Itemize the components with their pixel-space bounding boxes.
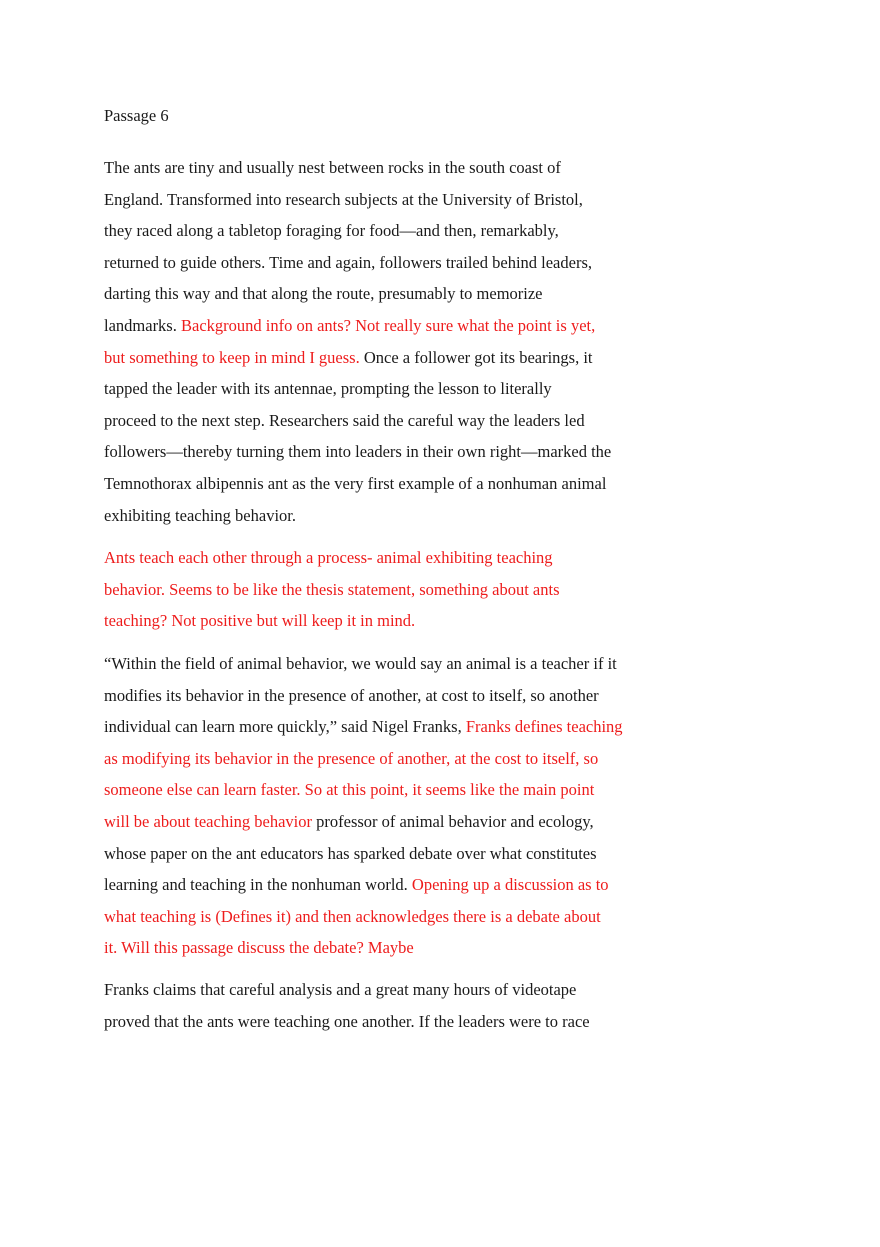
text-line (104, 743, 664, 775)
passage-text: darting this way and that along the route, presumably to memorize (104, 284, 543, 304)
text-line (104, 838, 664, 870)
passage-text: The ants are tiny and usually nest between rocks in the south coast of (104, 158, 561, 177)
paragraph-annotation-thesis (104, 542, 664, 637)
annotation-text: it. Will this passage discuss the debate? Maybe (104, 938, 414, 958)
text-line (104, 711, 664, 743)
passage-text: modifies its behavior in the presence of another, at cost to itself, so another (104, 685, 599, 705)
passage-text: professor of animal behavior and ecology, (312, 811, 594, 831)
text-line (104, 278, 664, 310)
passage-text: landmarks. (104, 315, 181, 335)
text-line (104, 436, 664, 468)
text-line (104, 605, 664, 637)
paragraph-franks-claims (104, 974, 664, 1037)
passage-text: proved that the ants were teaching one another. If the leaders were to race (104, 1011, 590, 1031)
passage-title: Passage 6 (104, 106, 169, 125)
passage-text: whose paper on the ant educators has sparked debate over what constitutes (104, 843, 597, 863)
text-line (104, 648, 664, 680)
text-line (104, 247, 664, 279)
text-line (104, 468, 664, 500)
text-line (104, 680, 664, 712)
text-line (104, 574, 664, 606)
text-line (104, 310, 664, 342)
text-line (104, 500, 664, 532)
passage-text: exhibiting teaching behavior. (104, 505, 296, 525)
annotation-text: what teaching is (Defines it) and then acknowledges there is a debate about (104, 906, 601, 926)
text-line (104, 932, 664, 964)
annotation-text: behavior. Seems to be like the thesis statement, something about ants (104, 579, 560, 599)
passage-text: followers—thereby turning them into leaders in their own right—marked the (104, 442, 612, 462)
text-line (104, 806, 664, 838)
passage-text: proceed to the next step. Researchers said the careful way the leaders led (104, 410, 585, 430)
annotation-text: teaching? Not positive but will keep it in mind. (104, 611, 416, 631)
paragraph-ant-background (104, 152, 664, 531)
passage-text: learning and teaching in the nonhuman world. (104, 875, 412, 895)
annotation-text: but something to keep in mind I guess. (104, 347, 360, 367)
passage-text: Franks claims that careful analysis and a great many hours of videotape (104, 980, 577, 999)
annotation-text: Opening up a discussion as to (411, 875, 609, 895)
text-line (104, 184, 664, 216)
passage-text: they raced along a tabletop foraging for food—and then, remarkably, (104, 221, 559, 241)
passage-text: England. Transformed into research subjects at the University of Bristol, (104, 189, 583, 209)
text-line (104, 542, 664, 574)
text-line (104, 215, 664, 247)
annotation-text: Background info on ants? Not really sure what the point is yet, (180, 315, 596, 335)
text-line (104, 901, 664, 933)
passage-text: tapped the leader with its antennae, prompting the lesson to literally (104, 379, 552, 399)
text-line (104, 1006, 664, 1038)
annotation-text: someone else can learn faster. So at this point, it seems like the main point (104, 780, 595, 800)
text-line (104, 152, 664, 184)
passage-text: returned to guide others. Time and again, followers trailed behind leaders, (104, 252, 592, 272)
annotation-text: Ants teach each other through a process- animal exhibiting teaching (104, 548, 553, 567)
text-line (104, 869, 664, 901)
paragraph-teaching-definition (104, 648, 664, 964)
passage-text: Temnothorax albipennis ant as the very first example of a nonhuman animal (104, 473, 607, 493)
annotation-text: Franks defines teaching (465, 717, 623, 737)
text-line (104, 342, 664, 374)
passage-text: Once a follower got its bearings, it (359, 347, 593, 367)
text-line (104, 373, 664, 405)
passage-text: individual can learn more quickly,” said Nigel Franks, (104, 717, 466, 737)
text-line (104, 405, 664, 437)
annotation-text: will be about teaching behavior (104, 811, 313, 831)
text-line (104, 974, 664, 1006)
text-line (104, 774, 664, 806)
passage-text: “Within the field of animal behavior, we would say an animal is a teacher if it (104, 654, 617, 673)
annotation-text: as modifying its behavior in the presence of another, at the cost to itself, so (104, 748, 599, 768)
